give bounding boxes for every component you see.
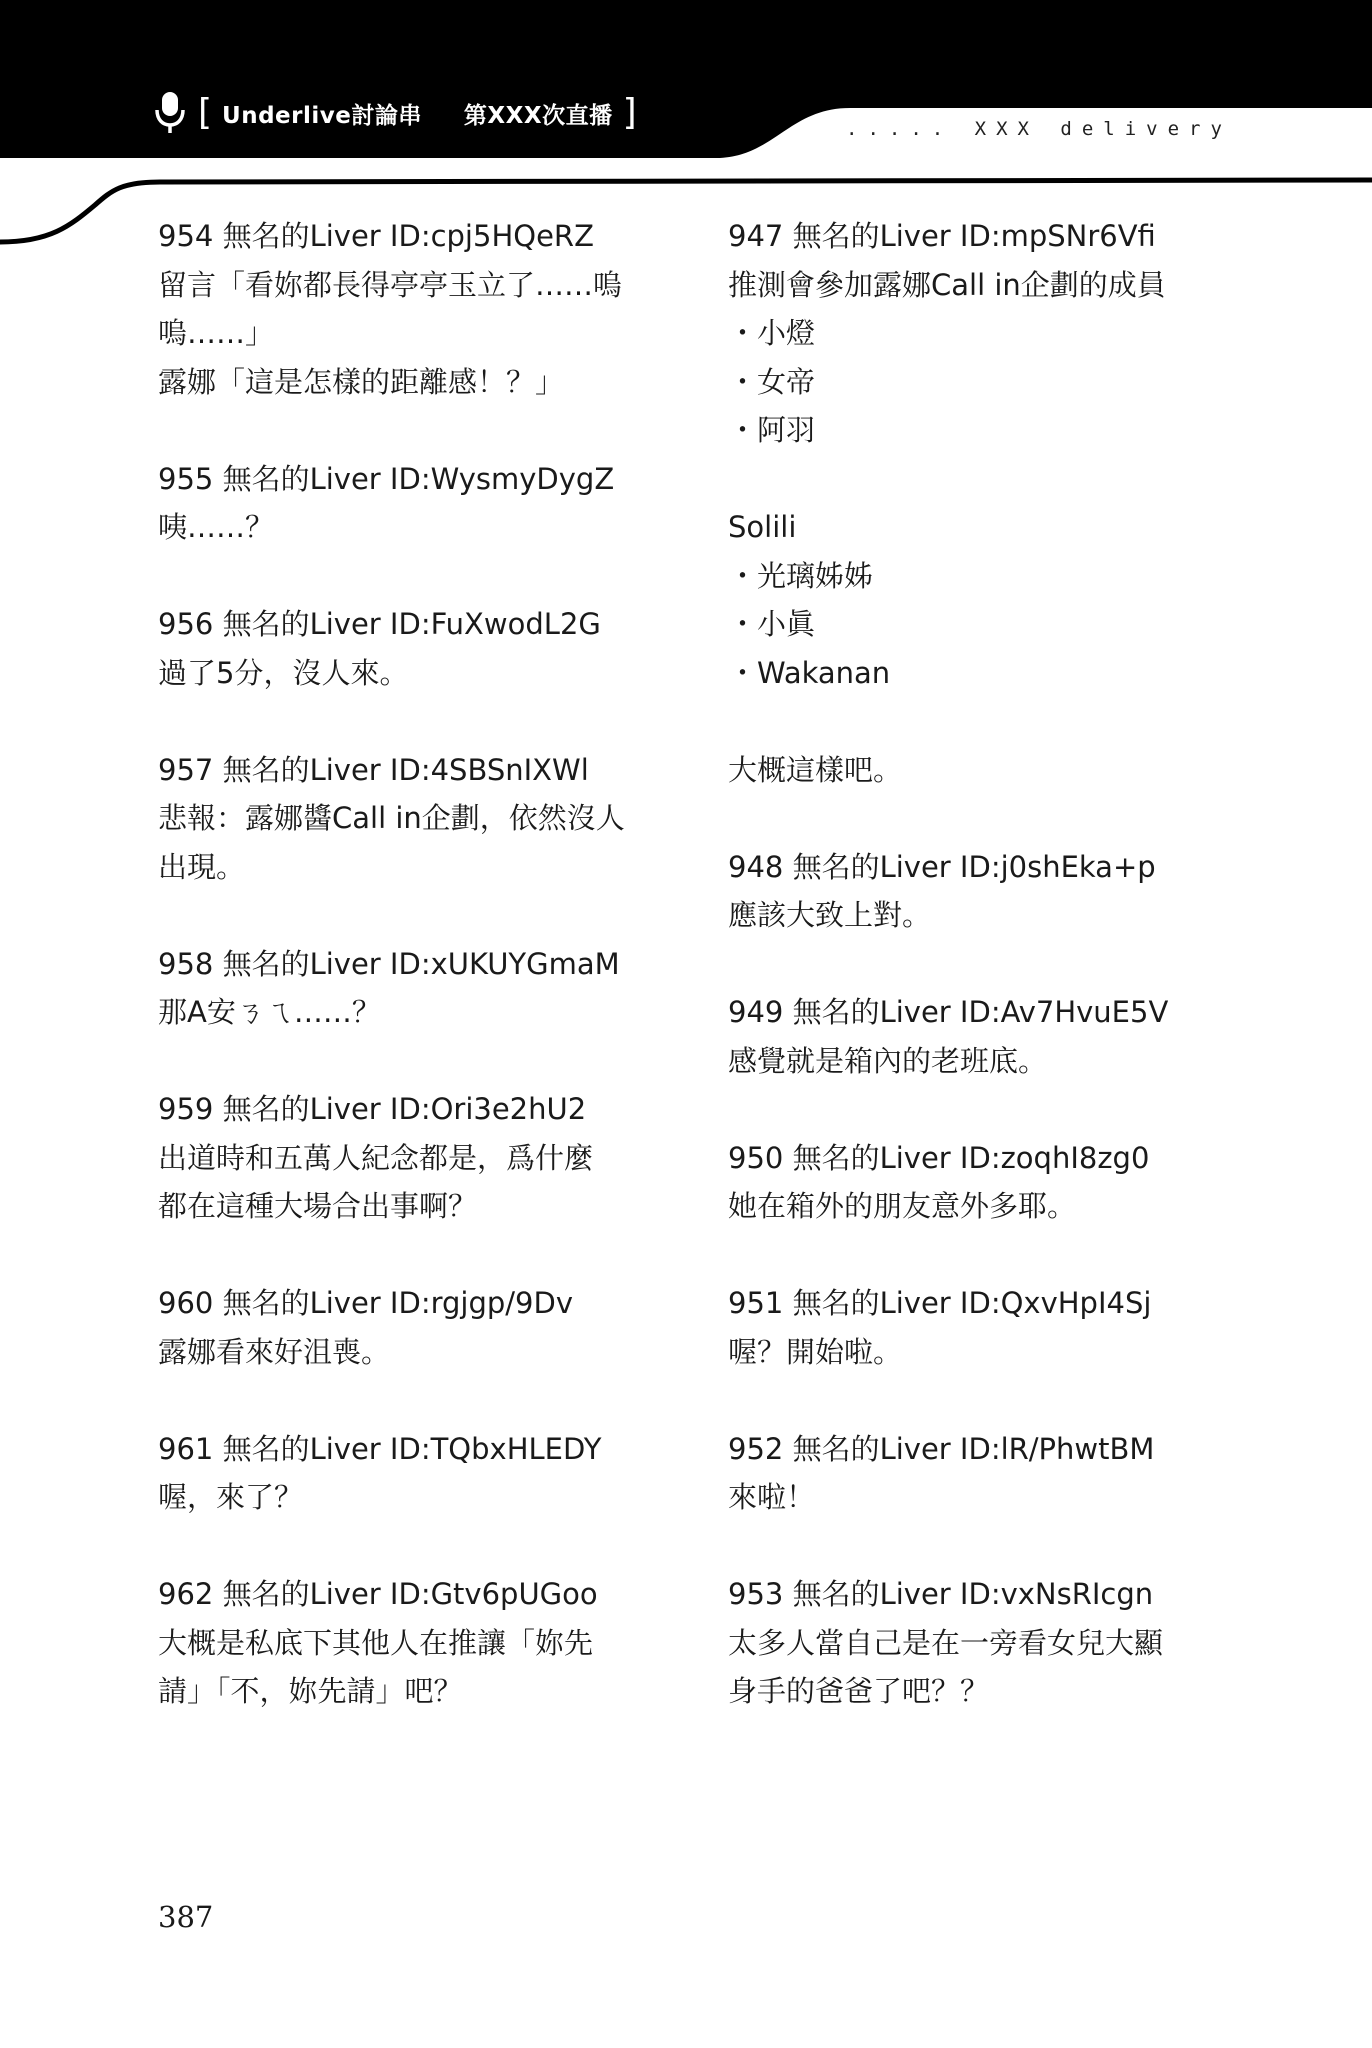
text-line: 959 無名的Liver ID:Ori3e2hU2 <box>158 1092 587 1126</box>
text-line: 950 無名的Liver ID:zoqhI8zg0 <box>728 1140 1150 1175</box>
text-line: ・阿羽 <box>728 413 816 447</box>
blank-line <box>158 1037 658 1086</box>
text-line: 954 無名的Liver ID:cpj5HQeRZ <box>158 219 594 253</box>
text-line: 喔？開始啦。 <box>728 1334 903 1369</box>
right-column <box>728 212 1248 1716</box>
blank-line <box>728 1085 1248 1134</box>
blank-line <box>158 1522 658 1571</box>
blank-line <box>728 1522 1248 1571</box>
text-line: 應該大致上對。 <box>728 898 932 932</box>
text-line: 955 無名的Liver ID:WysmyDygZ <box>158 461 615 496</box>
text-line: 過了5分，沒人來。 <box>158 655 409 690</box>
text-line: 951 無名的Liver ID:QxvHpI4Sj <box>728 1286 1152 1320</box>
text-line: 推測會參加露娜Call in企劃的成員 <box>728 267 1166 302</box>
text-line: 都在這種大場合出事啊？ <box>158 1189 478 1223</box>
text-line: 出道時和五萬人紀念都是，爲什麼 <box>158 1140 594 1175</box>
blank-line <box>728 1231 1248 1280</box>
text-line: 大概這樣吧。 <box>728 752 903 787</box>
text-line: 961 無名的Liver ID:TQbxHLEDY <box>158 1431 602 1466</box>
blank-line <box>158 406 658 455</box>
blank-line <box>728 940 1248 989</box>
text-line: 956 無名的Liver ID:FuXwodL2G <box>158 607 601 641</box>
blank-line <box>728 794 1248 843</box>
blank-line <box>158 697 658 746</box>
blank-line <box>158 891 658 940</box>
blank-line <box>158 1376 658 1425</box>
text-line: 請」「不，妳先請」吧？ <box>158 1674 463 1708</box>
text-line: 949 無名的Liver ID:Av7HvuE5V <box>728 995 1169 1029</box>
microphone-icon <box>152 90 188 136</box>
header-bracket-open: [ <box>198 92 213 133</box>
header-title-left: Underlive討論串 <box>222 102 422 129</box>
text-line: 留言「看妳都長得亭亭玉立了……嗚 <box>158 267 623 302</box>
text-line: 咦……？ <box>158 510 275 544</box>
page-number: 387 <box>158 1900 214 1934</box>
text-line: 感覺就是箱內的老班底。 <box>728 1043 1048 1078</box>
text-line: 來啦！ <box>728 1480 816 1514</box>
header-delivery-label: ..... XXX delivery <box>846 118 1232 140</box>
text-line: ・小眞 <box>728 607 816 641</box>
text-line: 952 無名的Liver ID:lR/PhwtBM <box>728 1431 1155 1466</box>
text-line: ・光璃姊姊 <box>728 558 874 593</box>
header-title <box>152 88 637 138</box>
blank-line <box>158 1231 658 1280</box>
text-line: 她在箱外的朋友意外多耶。 <box>728 1189 1077 1223</box>
text-line: ・Wakanan <box>728 655 891 690</box>
text-line: 露娜看來好沮喪。 <box>158 1334 391 1369</box>
text-line: 953 無名的Liver ID:vxNsRIcgn <box>728 1577 1154 1611</box>
blank-line <box>728 697 1248 746</box>
text-line: 出現。 <box>158 849 246 884</box>
text-line: 喔，來了？ <box>158 1480 304 1514</box>
blank-line <box>158 552 658 601</box>
text-line: 960 無名的Liver ID:rgjgp/9Dv <box>158 1286 573 1320</box>
text-line: 958 無名的Liver ID:xUKUYGmaM <box>158 946 620 981</box>
text-line: 露娜「這是怎樣的距離感！？」 <box>158 364 565 399</box>
text-line: ・小燈 <box>728 316 816 350</box>
text-line: 嗚……」 <box>158 316 275 350</box>
blank-line <box>728 1376 1248 1425</box>
text-line: Solili <box>728 510 797 544</box>
text-line: 947 無名的Liver ID:mpSNr6Vfi <box>728 219 1156 253</box>
text-line: 962 無名的Liver ID:Gtv6pUGoo <box>158 1577 598 1611</box>
header-title-right: 第XXX次直播 <box>463 102 613 129</box>
header-bracket-close: ] <box>622 92 637 133</box>
text-line: 悲報：露娜醬Call in企劃，依然沒人 <box>158 801 625 835</box>
text-line: 大概是私底下其他人在推讓「妳先 <box>158 1625 594 1660</box>
left-column <box>158 212 658 1716</box>
text-line: 太多人當自己是在一旁看女兒大顯 <box>728 1625 1164 1660</box>
text-line: 948 無名的Liver ID:j0shEka+p <box>728 849 1156 884</box>
text-line: 那A安ㄋㄟ……？ <box>158 995 381 1029</box>
text-line: ・女帝 <box>728 364 816 399</box>
blank-line <box>728 455 1248 504</box>
text-line: 957 無名的Liver ID:4SBSnIXWl <box>158 752 589 787</box>
text-line: 身手的爸爸了吧？？ <box>728 1674 990 1708</box>
